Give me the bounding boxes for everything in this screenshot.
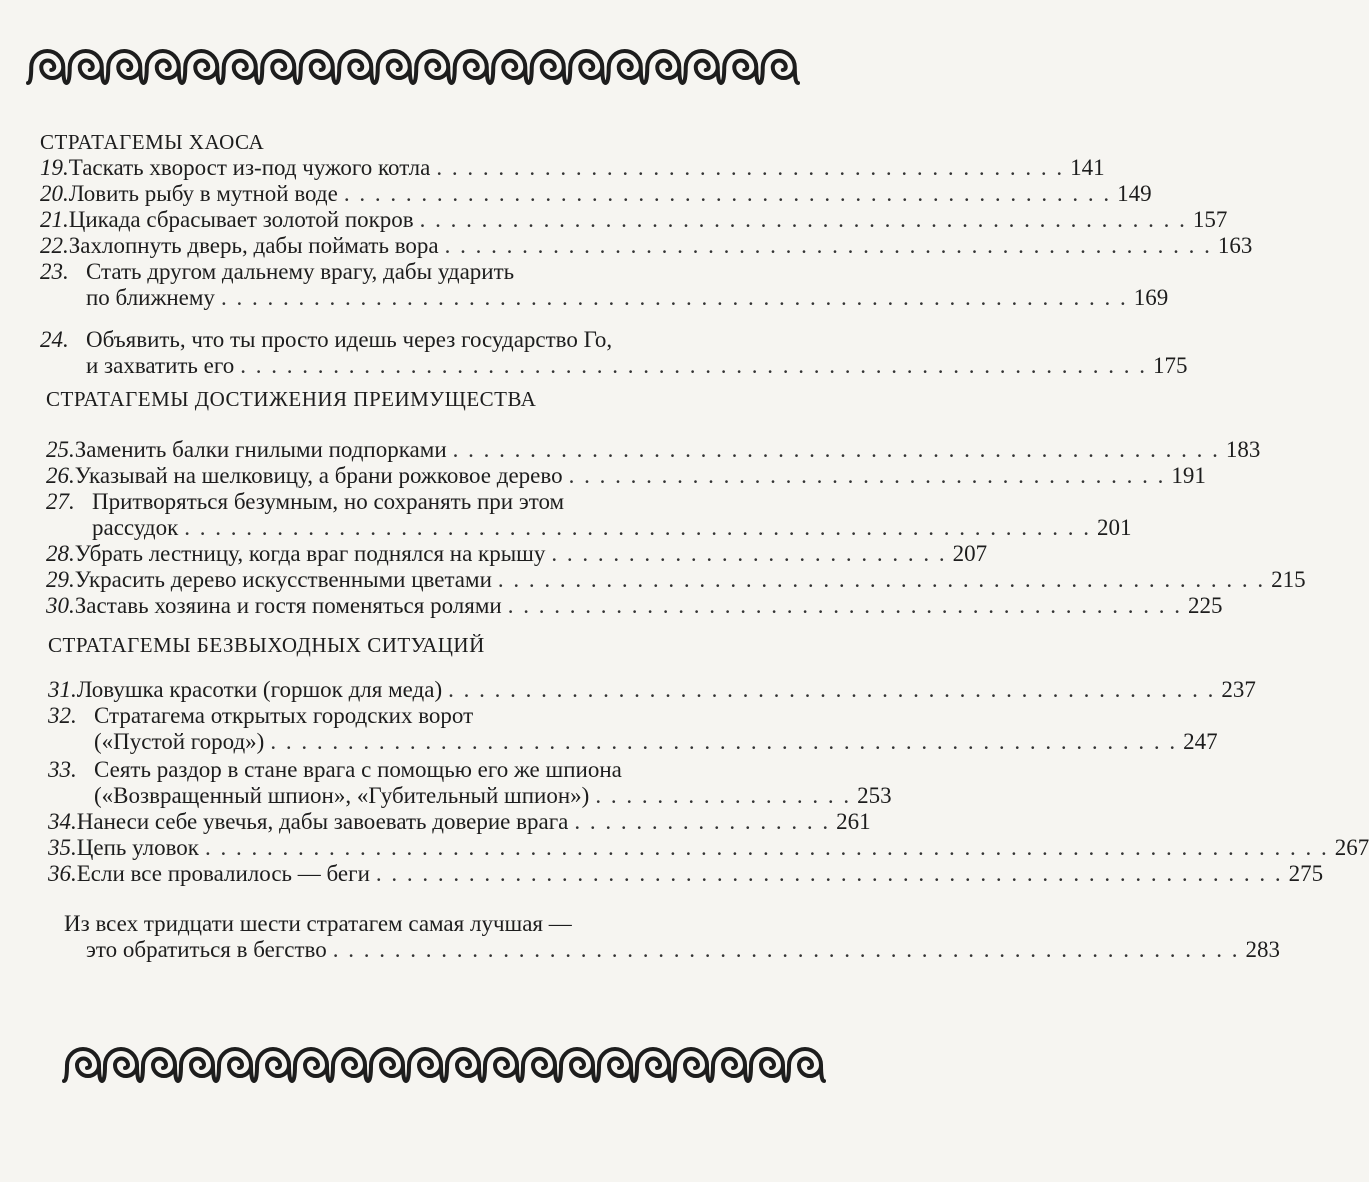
toc-entry bbox=[48, 861, 1324, 887]
closing-title: Из всех тридцати шести стратагем самая лучшая — bbox=[64, 911, 572, 936]
page-number: 283 bbox=[1245, 937, 1280, 962]
section-title-desperate: СТРАТАГЕМЫ БЕЗВЫХОДНЫХ СИТУАЦИЙ bbox=[48, 633, 485, 657]
entry-number: 29. bbox=[46, 567, 75, 592]
entry-number: 28. bbox=[46, 541, 75, 566]
page-number: 157 bbox=[1192, 207, 1228, 232]
entry-title: Заменить балки гнилыми подпорками bbox=[74, 437, 447, 462]
toc-entry bbox=[40, 233, 1253, 259]
toc-entry bbox=[40, 259, 792, 285]
entry-number: 35. bbox=[48, 835, 77, 860]
dot-leader: . . . . . . . . . . . . . . . . . bbox=[574, 809, 831, 834]
toc-entry bbox=[48, 809, 871, 835]
page-number: 215 bbox=[1271, 567, 1306, 592]
toc-entry bbox=[40, 327, 798, 353]
entry-number: 26. bbox=[46, 463, 75, 488]
dot-leader: . . . . . . . . . . . . . . . . . . . . . . . . . . . . . . . . . . . . . . . . . . . . . . . . . . bbox=[419, 207, 1187, 232]
entry-title: Заставь хозяина и гостя поменяться ролями bbox=[74, 593, 502, 618]
toc-entry bbox=[48, 677, 1256, 703]
entry-number: 32. bbox=[48, 703, 77, 728]
entry-number: 30. bbox=[46, 593, 75, 618]
entry-title-continuation: по ближнему bbox=[86, 285, 215, 310]
page-number: 267 bbox=[1334, 835, 1369, 860]
toc-entry-continuation bbox=[94, 783, 892, 809]
entry-title: Ловить рыбу в мутной воде bbox=[68, 181, 338, 206]
page-number: 175 bbox=[1153, 353, 1188, 378]
dot-leader: . . . . . . . . . . . . . . . . . . . . . . . . . . . . . . . . . . . . . . . . . . . . . . . . . . bbox=[497, 567, 1266, 592]
dot-leader: . . . . . . . . . . . . . . . . . . . . . . . . . . . . . . . . . . . . . . . . . . . . . . . . . . bbox=[452, 437, 1220, 462]
page-number: 169 bbox=[1133, 285, 1169, 310]
page-number: 247 bbox=[1183, 729, 1218, 754]
entry-title-continuation: («Возвращенный шпион», «Губительный шпион») bbox=[94, 783, 590, 808]
toc-entry bbox=[40, 155, 1105, 181]
dot-leader: . . . . . . . . . . . . . . . . . . . . . . . . . . . . . . . . . . . . . . . . . . . . . . . . . . . . . . . . . . . bbox=[240, 353, 1147, 378]
page-number: 191 bbox=[1171, 463, 1206, 488]
entry-number: 23. bbox=[40, 259, 69, 284]
entry-number: 21. bbox=[40, 207, 69, 232]
toc-entry-continuation bbox=[92, 515, 1132, 541]
dot-leader: . . . . . . . . . . . . . . . . . . . . . . . . . . . . . . . . . . . . . . . . . . . . . . . . . . . . . . . . . . . bbox=[270, 729, 1178, 754]
dot-leader: . . . . . . . . . . . . . . . . . . . . . . . . . . . . . . . . . . . . . . . . . . . . . . . . . . bbox=[343, 181, 1112, 206]
entry-title: Цикада сбрасывает золотой покров bbox=[68, 207, 414, 232]
entry-title: Цепь уловок bbox=[76, 835, 199, 860]
bottom-spiral-ornament bbox=[64, 1042, 824, 1088]
entry-number: 24. bbox=[40, 327, 69, 352]
entry-number: 22. bbox=[40, 233, 69, 258]
entry-title-continuation: и захватить его bbox=[86, 353, 235, 378]
dot-leader: . . . . . . . . . . . . . . . . . bbox=[595, 783, 852, 808]
dot-leader: . . . . . . . . . . . . . . . . . . . . . . . . . . . . . . . . . . . . . . . . . . . . bbox=[507, 593, 1182, 618]
dot-leader: . . . . . . . . . . . . . . . . . . . . . . . . . . bbox=[551, 541, 947, 566]
entry-title: Таскать хворост из-под чужого котла bbox=[68, 155, 431, 180]
page-number: 201 bbox=[1097, 515, 1132, 540]
entry-title: Украсить дерево искусственными цветами bbox=[74, 567, 492, 592]
toc-entry bbox=[46, 567, 1306, 593]
toc-entry bbox=[46, 463, 1206, 489]
entry-title: Захлопнуть дверь, дабы поймать вора bbox=[68, 233, 439, 258]
section-title-advantage: СТРАТАГЕМЫ ДОСТИЖЕНИЯ ПРЕИМУЩЕСТВА bbox=[46, 387, 537, 411]
dot-leader: . . . . . . . . . . . . . . . . . . . . . . . . . . . . . . . . . . . . . . . . . . . . . . . . . . bbox=[444, 233, 1212, 258]
toc-entry-continuation bbox=[86, 285, 1169, 311]
dot-leader: . . . . . . . . . . . . . . . . . . . . . . . . . . . . . . . . . . . . . . . bbox=[568, 463, 1166, 488]
page-number: 141 bbox=[1070, 155, 1105, 180]
dot-leader: . . . . . . . . . . . . . . . . . . . . . . . . . . . . . . . . . . . . . . . . . . . . . . . . . . . . . . . . . . . bbox=[220, 285, 1128, 310]
toc-entry bbox=[48, 835, 1369, 861]
dot-leader: . . . . . . . . . . . . . . . . . . . . . . . . . . . . . . . . . . . . . . . . . . . . . . . . . . . . . . . . . . . . . . . . . . . . . . . . . bbox=[204, 835, 1329, 860]
section-title-chaos: СТРАТАГЕМЫ ХАОСА bbox=[40, 130, 265, 154]
entry-title: Притворяться безумным, но сохранять при этом bbox=[92, 489, 565, 514]
closing-title-continuation: это обратиться в бегство bbox=[86, 937, 327, 962]
dot-leader: . . . . . . . . . . . . . . . . . . . . . . . . . . . . . . . . . . . . . . . . . . . . . . . . . . . . . . . . . . . bbox=[332, 937, 1240, 962]
toc-entry bbox=[48, 703, 822, 729]
entry-number: 36. bbox=[48, 861, 77, 886]
toc-entry-continuation bbox=[94, 729, 1218, 755]
entry-title: Стратагема открытых городских ворот bbox=[94, 703, 474, 728]
entry-number: 25. bbox=[46, 437, 75, 462]
toc-entry bbox=[46, 541, 988, 567]
page-number: 207 bbox=[952, 541, 988, 566]
spiral-wave-path bbox=[28, 51, 798, 83]
dot-leader: . . . . . . . . . . . . . . . . . . . . . . . . . . . . . . . . . . . . . . . . . bbox=[436, 155, 1065, 180]
entry-number: 31. bbox=[48, 677, 77, 702]
closing-entry-continuation bbox=[86, 937, 1280, 963]
dot-leader: . . . . . . . . . . . . . . . . . . . . . . . . . . . . . . . . . . . . . . . . . . . . . . . . . . . . . . . . . . . bbox=[184, 515, 1091, 540]
entry-title: Нанеси себе увечья, дабы завоевать доверие врага bbox=[76, 809, 569, 834]
toc-entry bbox=[46, 437, 1261, 463]
entry-number: 33. bbox=[48, 757, 77, 782]
entry-number: 19. bbox=[40, 155, 69, 180]
page-number: 275 bbox=[1288, 861, 1324, 886]
page-number: 225 bbox=[1187, 593, 1223, 618]
entry-title-continuation: рассудок bbox=[92, 515, 179, 540]
page-number: 183 bbox=[1225, 437, 1261, 462]
entry-number: 27. bbox=[46, 489, 75, 514]
entry-title: Объявить, что ты просто идешь через государство Го, bbox=[86, 327, 613, 352]
entry-title: Стать другом дальнему врагу, дабы ударить bbox=[86, 259, 515, 284]
entry-title: Убрать лестницу, когда враг поднялся на крышу bbox=[74, 541, 546, 566]
entry-title: Указывай на шелковицу, а брани рожковое дерево bbox=[74, 463, 563, 488]
toc-entry bbox=[40, 181, 1152, 207]
toc-entry bbox=[46, 593, 1223, 619]
entry-title: Сеять раздор в стане врага с помощью его же шпиона bbox=[94, 757, 622, 782]
entry-title-continuation: («Пустой город») bbox=[94, 729, 265, 754]
page-number: 237 bbox=[1221, 677, 1256, 702]
toc-entry-continuation bbox=[86, 353, 1188, 379]
dot-leader: . . . . . . . . . . . . . . . . . . . . . . . . . . . . . . . . . . . . . . . . . . . . . . . . . . bbox=[448, 677, 1216, 702]
toc-entry bbox=[40, 207, 1228, 233]
dot-leader: . . . . . . . . . . . . . . . . . . . . . . . . . . . . . . . . . . . . . . . . . . . . . . . . . . . . . . . . . . . bbox=[375, 861, 1283, 886]
page-number: 149 bbox=[1117, 181, 1152, 206]
entry-number: 20. bbox=[40, 181, 69, 206]
page-number: 253 bbox=[857, 783, 892, 808]
entry-title: Ловушка красотки (горшок для меда) bbox=[76, 677, 443, 702]
toc-entry bbox=[48, 757, 822, 783]
page-number: 163 bbox=[1217, 233, 1253, 258]
toc-entry bbox=[46, 489, 800, 515]
top-spiral-ornament bbox=[28, 44, 798, 90]
page-number: 261 bbox=[836, 809, 871, 834]
entry-number: 34. bbox=[48, 809, 77, 834]
entry-title: Если все провалилось — беги bbox=[76, 861, 370, 886]
spiral-wave-path bbox=[64, 1049, 824, 1081]
closing-entry bbox=[64, 911, 840, 937]
